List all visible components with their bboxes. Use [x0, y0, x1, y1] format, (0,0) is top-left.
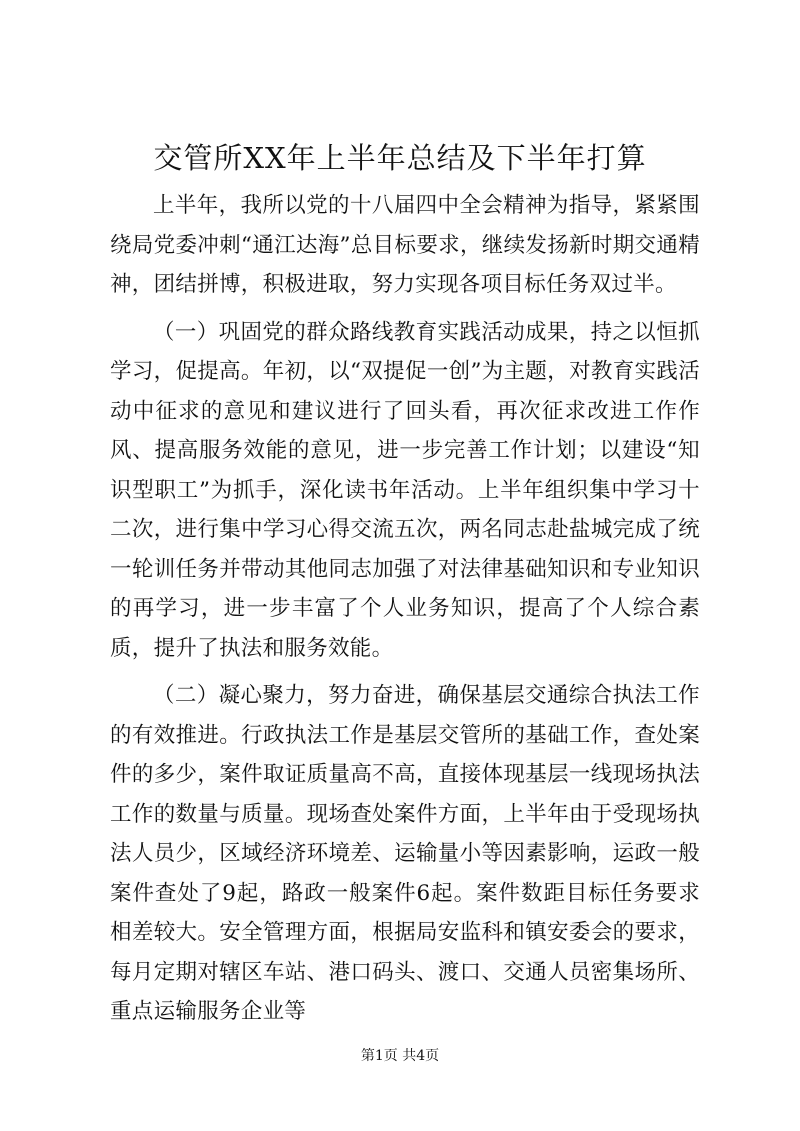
paragraph-intro: 上半年，我所以党的十八届四中全会精神为指导，紧紧围绕局党委冲刺“通江达海”总目标要求，继续发扬新时期交通精神，团结拼博，积极进取，努力实现各项目标任务双过半。	[110, 193, 700, 297]
paragraph-section-2: （二）凝心聚力，努力奋进，确保基层交通综合执法工作的有效推进。行政执法工作是基层交管所的基础工作，查处案件的多少，案件取证质量高不高，直接体现基层一线现场执法工作的数量与质量。现场查处案件方面，上半年由于受现场执法人员少，区域经济环境差、运输量小等因素影响，运政一般案件查处了9起，路政一般案件6起。案件数距目标任务要求相差较大。安全管理方面，根据局安监科和镇安委会的要求，每月定期对辖区车站、港口码头、渡口、交通人员密集场所、重点运输服务企业等	[110, 683, 700, 1024]
document-body	[110, 186, 700, 1040]
document-title: 交管所XX年上半年总结及下半年打算	[153, 141, 647, 175]
page-footer: 第1页 共4页	[360, 1048, 440, 1064]
paragraph-section-1: （一）巩固党的群众路线教育实践活动成果，持之以恒抓学习，促提高。年初，以“双提促一创”为主题，对教育实践活动中征求的意见和建议进行了回头看，再次征求改进工作作风、提高服务效能的意见，进一步完善工作计划；以建设“知识型职工”为抓手，深化读书年活动。上半年组织集中学习十二次，进行集中学习心得交流五次，两名同志赴盐城完成了统一轮训任务并带动其他同志加强了对法律基础知识和专业知识的再学习，进一步丰富了个人业务知识，提高了个人综合素质，提升了执法和服务效能。	[110, 319, 700, 661]
